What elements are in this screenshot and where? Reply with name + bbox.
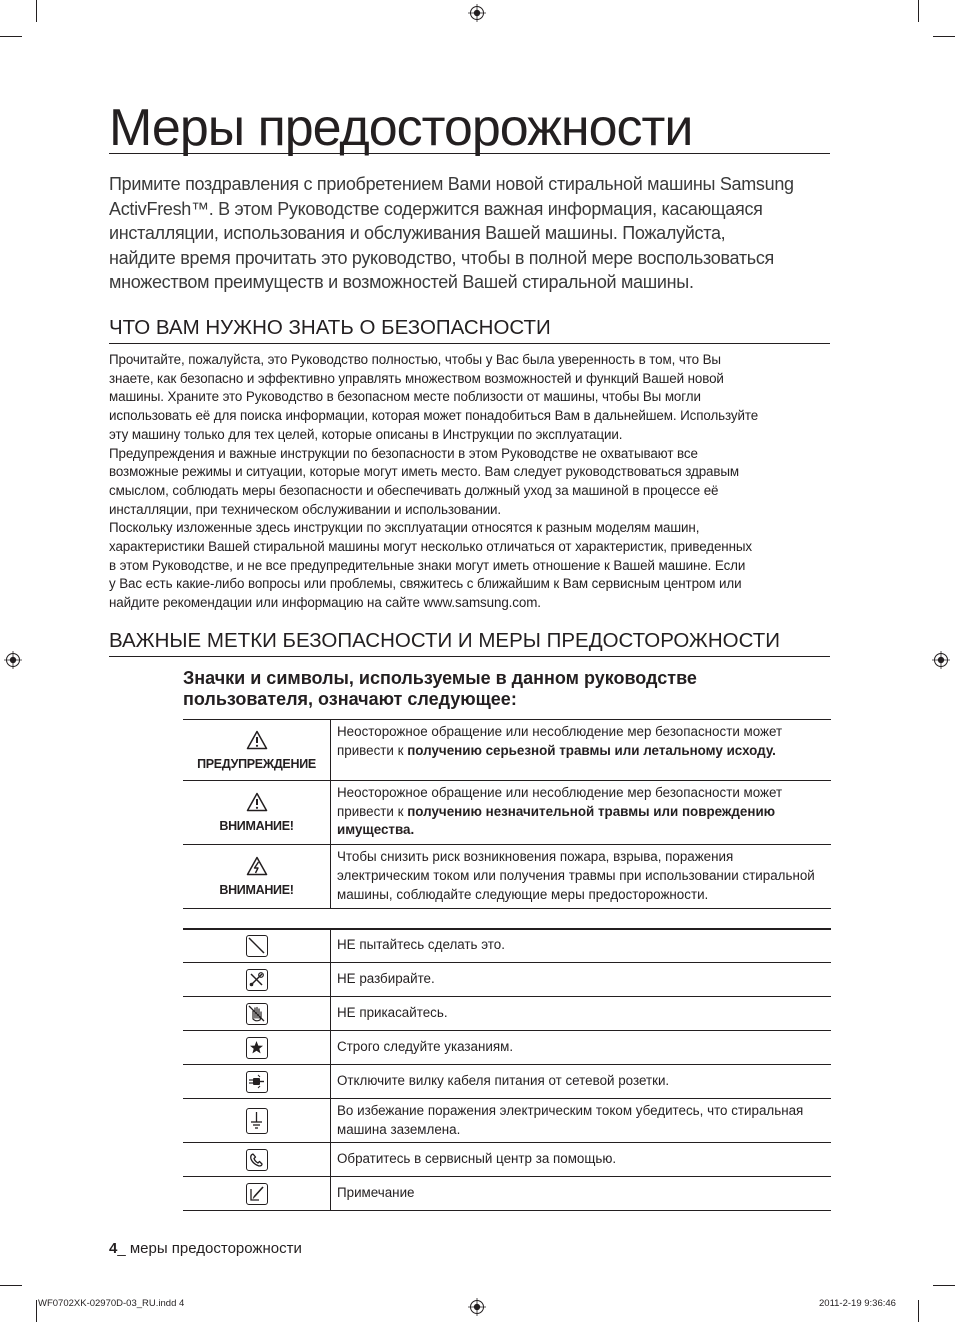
table-row xyxy=(183,1177,831,1211)
spacer-cell xyxy=(331,909,832,930)
symbol-text: Во избежание поражения электрическим током убедитесь, что стиральная машина заземлена. xyxy=(331,1099,832,1143)
section-heading-safety: ЧТО ВАМ НУЖНО ЗНАТЬ О БЕЗОПАСНОСТИ xyxy=(109,315,830,344)
body-line: эту машину только для тех целей, которые описаны в Инструкции по эксплуатации. xyxy=(109,426,623,442)
symbols-subheading xyxy=(183,668,823,710)
electric-hazard-triangle-icon xyxy=(246,856,268,876)
registration-mark-icon xyxy=(932,651,950,669)
warning-text xyxy=(331,845,832,909)
page-title: Меры предосторожности xyxy=(109,100,830,154)
table-row xyxy=(183,781,831,845)
crop-mark xyxy=(36,1300,37,1322)
body-line: Поскольку изложенные здесь инструкции по эксплуатации относятся к разным моделям машин, xyxy=(109,520,700,536)
table-row xyxy=(183,720,831,781)
follow-instructions-icon xyxy=(246,1037,268,1059)
symbol-icon-cell xyxy=(183,1031,331,1065)
warning-icon-cell xyxy=(183,781,331,845)
intro-line: инсталляции, использования и обслуживания Вашей машины. Пожалуйста, xyxy=(109,223,726,243)
warning-text xyxy=(331,781,832,845)
symbol-icon-cell xyxy=(183,1099,331,1143)
intro-line: Примите поздравления с приобретением Вами новой стиральной машины Samsung xyxy=(109,174,794,194)
table-row xyxy=(183,1031,831,1065)
page-number: 4 xyxy=(109,1240,118,1257)
symbol-text: НЕ прикасайтесь. xyxy=(331,997,832,1031)
body-line: Прочитайте, пожалуйста, это Руководство полностью, чтобы у Вас была уверенность в том, что Вы xyxy=(109,352,721,367)
warning-text-plain: Неосторожное обращение или несоблюдение мер безопасности может привести к xyxy=(337,785,783,819)
symbol-text: Обратитесь в сервисный центр за помощью. xyxy=(331,1143,832,1177)
body-line: знаете, как безопасно и эффективно управлять множеством возможностей и функций Вашей новой xyxy=(109,370,724,386)
crop-mark xyxy=(918,1300,919,1322)
page-label: _ меры предосторожности xyxy=(117,1240,302,1257)
symbol-icon-cell xyxy=(183,1065,331,1099)
spacer-cell xyxy=(183,909,331,930)
page-footer xyxy=(109,1240,302,1257)
body-line: у Вас есть какие-либо вопросы или проблемы, свяжитесь с ближайшим к Вам сервисным центром или xyxy=(109,576,742,592)
registration-mark-icon xyxy=(468,4,486,22)
crop-mark xyxy=(918,0,919,22)
intro-line: ActivFresh™. В этом Руководстве содержится важная информация, касающаяся xyxy=(109,198,763,219)
print-timestamp: 2011-2-19 9:36:46 xyxy=(819,1298,896,1309)
subheading-line: Значки и символы, используемые в данном руководстве xyxy=(183,668,697,688)
body-line: смыслом, соблюдать меры безопасности и обеспечивать должный уход за машиной в процессе её xyxy=(109,482,719,498)
call-service-icon xyxy=(246,1149,268,1171)
subheading-line: пользователя, означают следующее: xyxy=(183,689,517,709)
crop-mark xyxy=(933,36,955,37)
section-heading-precautions: ВАЖНЫЕ МЕТКИ БЕЗОПАСНОСТИ И МЕРЫ ПРЕДОСТОРОЖНОСТИ xyxy=(109,628,830,657)
table-row xyxy=(183,997,831,1031)
body-line: возможные режимы и ситуации, которые могут иметь место. Вам следует руководствоваться здравым xyxy=(109,464,740,480)
table-row xyxy=(183,963,831,997)
file-name: WF0702XK-02970D-03_RU.indd 4 xyxy=(38,1298,185,1309)
body-line: в этом Руководстве, и не все предупредительные знаки могут иметь отношение к Вашей машине. Если xyxy=(109,557,746,573)
body-line: характеристики Вашей стиральной машины могут несколько отличаться от характеристик, приведенных xyxy=(109,539,753,555)
registration-mark-icon xyxy=(4,651,22,669)
warning-label: ПРЕДУПРЕЖДЕНИЕ xyxy=(197,756,316,771)
warning-icon-cell xyxy=(183,720,331,781)
warning-label: ВНИМАНИЕ! xyxy=(219,819,294,834)
table-row-spacer xyxy=(183,909,831,930)
crop-mark xyxy=(933,1285,955,1286)
symbol-text: НЕ пытайтесь сделать это. xyxy=(331,929,832,963)
symbol-icon-cell xyxy=(183,963,331,997)
symbol-text: НЕ разбирайте. xyxy=(331,963,832,997)
unplug-icon xyxy=(246,1071,268,1093)
body-line: использовать её для поиска информации, которая может понадобиться Вам в дальнейшем. Используйте xyxy=(109,408,759,424)
warning-text-bold: получению незначительной травмы или повреждению имущества. xyxy=(337,803,776,838)
table-row xyxy=(183,929,831,963)
symbol-icon-cell xyxy=(183,997,331,1031)
warning-text xyxy=(331,720,832,781)
symbol-icon-cell xyxy=(183,1143,331,1177)
warning-label: ВНИМАНИЕ! xyxy=(219,883,294,898)
warning-text-plain: Неосторожное обращение или несоблюдение мер безопасности может привести к xyxy=(337,724,783,758)
crop-mark xyxy=(0,36,22,37)
warnings-table xyxy=(183,719,831,930)
warning-icon-cell xyxy=(183,845,331,909)
symbol-icon-cell xyxy=(183,1177,331,1211)
symbol-icon-cell xyxy=(183,929,331,963)
table-row xyxy=(183,845,831,909)
intro-line: множеством преимуществ и возможностей Вашей стиральной машины. xyxy=(109,272,694,292)
warning-text-plain: Чтобы снизить риск возникновения пожара, взрыва, поражения электрическим током или получения травмы при использовании стиральной машины, соблюдайте следующие меры предосторожности. xyxy=(337,849,815,902)
body-line: Предупреждения и важные инструкции по безопасности в этом Руководстве не охватывают все xyxy=(109,445,698,461)
do-not-disassemble-icon xyxy=(246,969,268,991)
symbol-text: Отключите вилку кабеля питания от сетевой розетки. xyxy=(331,1065,832,1099)
body-line: машины. Храните это Руководство в безопасном месте поблизости от машины, чтобы Вы могли xyxy=(109,389,701,405)
table-row xyxy=(183,1099,831,1143)
symbols-table xyxy=(183,928,831,1211)
prohibited-icon xyxy=(246,935,268,957)
table-row xyxy=(183,1065,831,1099)
safety-body-text xyxy=(109,351,831,613)
note-icon xyxy=(246,1183,268,1205)
do-not-touch-icon xyxy=(246,1003,268,1025)
warning-triangle-icon xyxy=(246,730,268,750)
body-line: найдите рекомендации или информацию на сайте www.samsung.com. xyxy=(109,595,541,611)
body-line: инсталляции, при техническом обслуживании и использовании. xyxy=(109,501,501,517)
registration-mark-icon xyxy=(468,1298,486,1316)
intro-paragraph xyxy=(109,172,830,295)
intro-line: найдите время прочитать это руководство, чтобы в полной мере воспользоваться xyxy=(109,247,774,268)
crop-mark xyxy=(36,0,37,22)
warning-text-bold: получению серьезной травмы или летальному исходу. xyxy=(407,742,776,758)
warning-triangle-icon xyxy=(246,792,268,812)
ground-icon xyxy=(246,1108,268,1134)
symbol-text: Строго следуйте указаниям. xyxy=(331,1031,832,1065)
crop-mark xyxy=(0,1285,22,1286)
table-row xyxy=(183,1143,831,1177)
symbol-text: Примечание xyxy=(331,1177,832,1211)
